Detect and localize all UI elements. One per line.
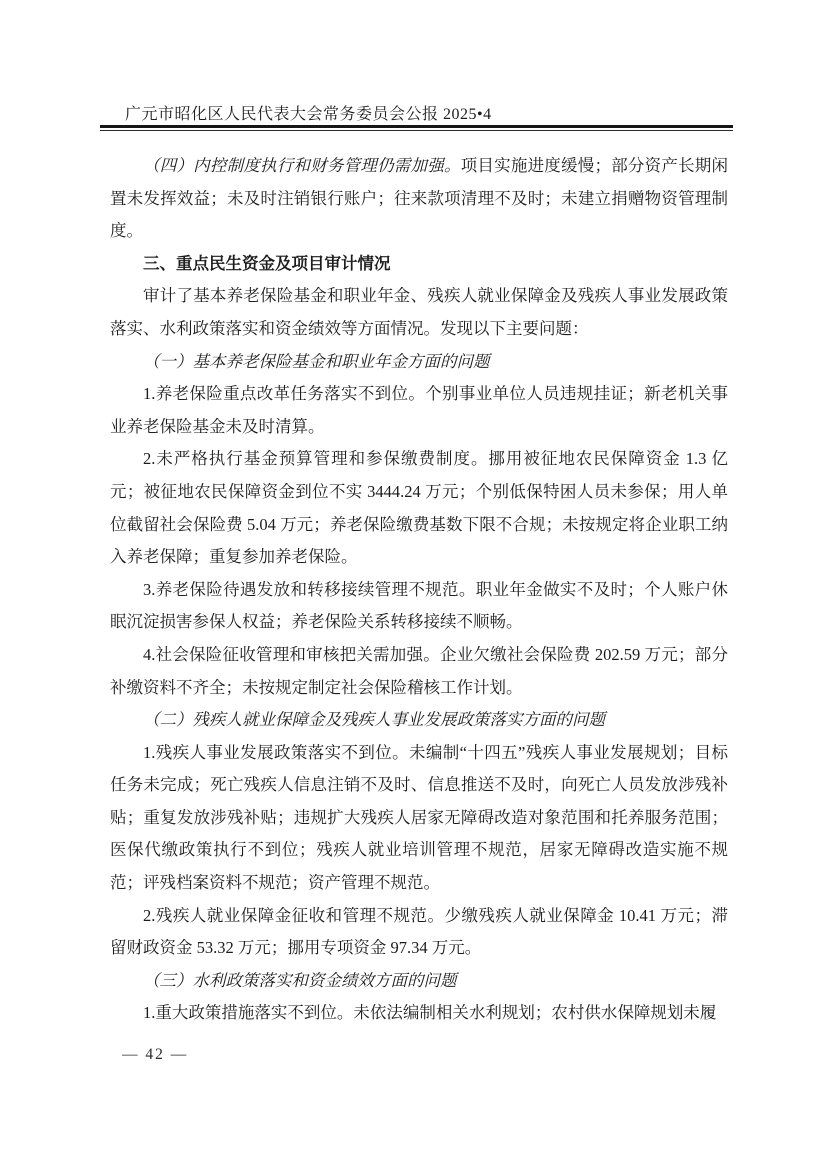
audit-item-pension-1: 1.养老保险重点改革任务落实不到位。个别事业单位人员违规挂证；新老机关事业养老保险基金未及时清算。 [110, 384, 728, 436]
section-heading-livelihood-audit: 三、重点民生资金及项目审计情况 [143, 254, 391, 273]
paragraph-internal-control-text: 项目实施进度缓慢；部分资产长期闲置未发挥效益；未及时注销银行账户；往来款项清理不及时；未建立捐赠物资管理制度。 [110, 156, 729, 241]
audit-item-pension-4: 4.社会保险征收管理和审核把关需加强。企业欠缴社会保险费 202.59 万元；部分补缴资料不齐全；未按规定制定社会保险稽核工作计划。 [110, 644, 728, 697]
page-number: — 42 — [122, 1046, 189, 1063]
gazette-title: 广元市昭化区人民代表大会常务委员会公报 2025•4 [125, 106, 492, 123]
audit-item-water-1: 1.重大政策措施落实不到位。未依法编制相关水利规划；农村供水保障规划未履 [143, 1003, 717, 1023]
audit-item-disability-2: 2.残疾人就业保障金征收和管理不规范。少缴残疾人就业保障金 10.41 万元；滞留财政资金 53.32 万元；挪用专项资金 97.34 万元。 [110, 905, 728, 958]
audit-item-pension-3: 3.养老保险待遇发放和转移接续管理不规范。职业年金做实不及时；个人账户休眠沉淀损害参保人权益；养老保险关系转移接续不顺畅。 [110, 579, 728, 632]
subsection-2-heading: （二）残疾人就业保障金及残疾人事业发展政策落实方面的问题 [143, 710, 605, 730]
section-intro: 审计了基本养老保险基金和职业年金、残疾人就业保障金及残疾人事业发展政策落实、水利政策落实和资金绩效等方面情况。发现以下主要问题： [110, 286, 728, 338]
header-divider-thin-line [100, 130, 733, 131]
document-body [110, 150, 728, 1030]
paragraph-internal-control [110, 150, 728, 248]
audit-item-pension-2: 2.未严格执行基金预算管理和参保缴费制度。挪用被征地农民保障资金 1.3 亿元；被征地农民保障资金到位不实 3444.24 万元；个别低保特困人员未参保；用人单位截留社会保险费 5.04 万元；养老保险缴费基数下限不合规；未按规定将企业职工纳入养老保障；重复参加养老保险。 [110, 449, 728, 567]
subsection-3-heading: （三）水利政策落实和资金绩效方面的问题 [143, 970, 457, 990]
audit-item-disability-1: 1.残疾人事业发展政策落实不到位。未编制“十四五”残疾人事业发展规划；目标任务未完成；死亡残疾人信息注销不及时、信息推送不及时，向死亡人员发放涉残补贴；重复发放涉残补贴；违规扩大残疾人居家无障碍改造对象范围和托养服务范围；医保代缴政策执行不到位；残疾人就业培训管理不规范，居家无障碍改造实施不规范；评残档案资料不规范；资产管理不规范。 [110, 742, 728, 893]
header-divider-thick-line [100, 125, 733, 128]
subsection-1-heading: （一）基本养老保险基金和职业年金方面的问题 [143, 351, 490, 371]
lead-sentence-internal-control: （四）内控制度执行和财务管理仍需加强。 [143, 156, 461, 175]
